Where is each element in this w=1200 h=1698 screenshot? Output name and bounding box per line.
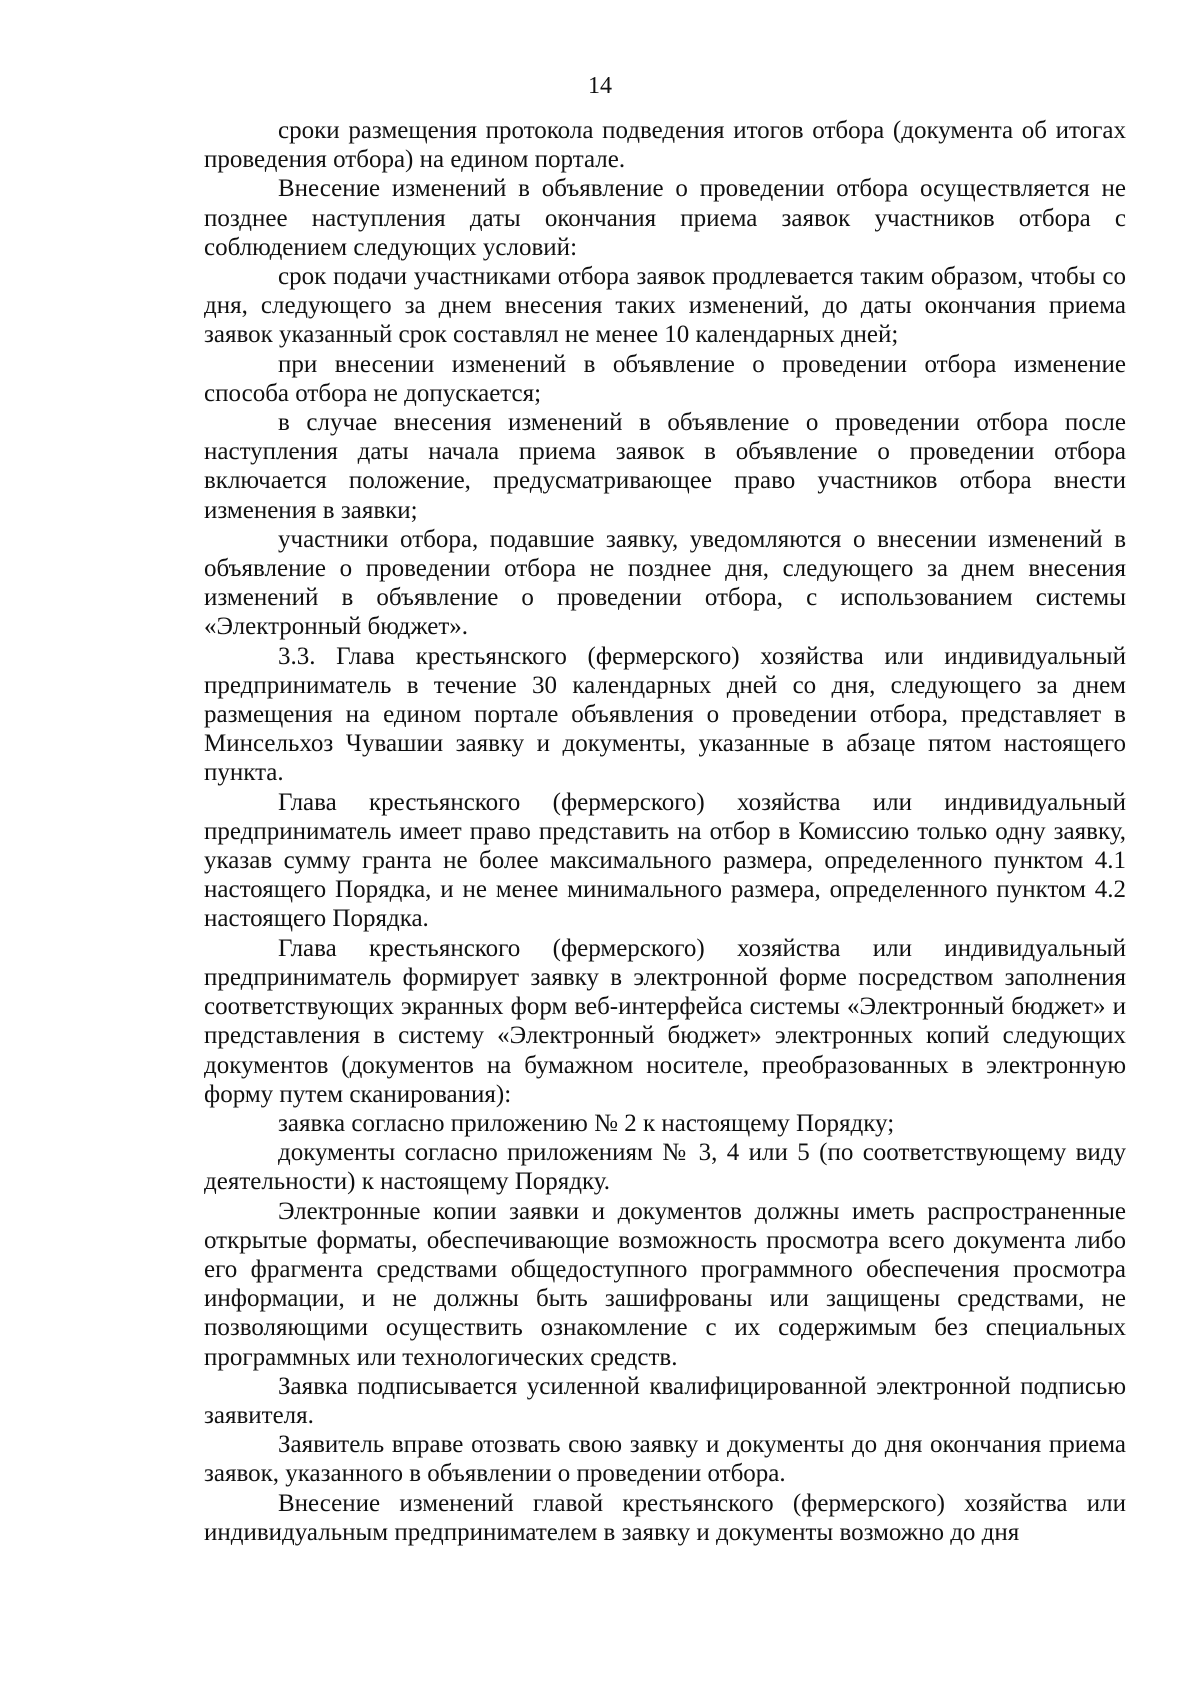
paragraph-15: Внесение изменений главой крестьянского (фермерского) хозяйства или индивидуальным предпринимателем в заявку и документы возможно до дня <box>204 1489 1126 1546</box>
paragraph-10: заявка согласно приложению № 2 к настоящему Порядку; <box>278 1109 895 1137</box>
paragraph-14: Заявитель вправе отозвать свою заявку и документы до дня окончания приема заявок, указанного в объявлении о проведении отбора. <box>204 1431 1126 1488</box>
paragraph-6: участники отбора, подавшие заявку, уведомляются о внесении изменений в объявление о проведении отбора не позднее дня, следующего за днем внесения изменений в объявление о проведении отбора, с использованием системы «Электронный бюджет». <box>204 525 1126 641</box>
document-body <box>204 116 1126 1547</box>
paragraph-9: Глава крестьянского (фермерского) хозяйства или индивидуальный предприниматель формирует заявку в электронной форме посредством заполнения соответствующих экранных форм веб-интерфейса системы «Электронный бюджет» и представления в систему «Электронный бюджет» электронных копий следующих документов (документов на бумажном носителе, преобразованных в электронную форму путем сканирования): <box>204 934 1126 1108</box>
paragraph-5: в случае внесения изменений в объявление о проведении отбора после наступления даты начала приема заявок в объявление о проведении отбора включается положение, предусматривающее право участников отбора внести изменения в заявки; <box>204 409 1126 524</box>
paragraph-3: срок подачи участниками отбора заявок продлевается таким образом, чтобы со дня, следующего за днем внесения таких изменений, до даты окончания приема заявок указанный срок составлял не менее 10 календарных дней; <box>204 263 1126 349</box>
page-number: 14 <box>588 73 612 99</box>
paragraph-1: сроки размещения протокола подведения итогов отбора (документа об итогах проведения отбора) на едином портале. <box>204 117 1126 174</box>
paragraph-13: Заявка подписывается усиленной квалифицированной электронной подписью заявителя. <box>204 1372 1126 1429</box>
paragraph-12: Электронные копии заявки и документов должны иметь распространенные открытые форматы, обеспечивающие возможность просмотра всего документа либо его фрагмента средствами общедоступного программного обеспечения просмотра информации, и не должны быть зашифрованы или защищены средствами, не позволяющими осуществить ознакомление с их содержимым без специальных программных или технологических средств. <box>204 1197 1126 1371</box>
paragraph-4: при внесении изменений в объявление о проведении отбора изменение способа отбора не допускается; <box>204 350 1126 407</box>
paragraph-2: Внесение изменений в объявление о проведении отбора осуществляется не позднее наступления даты окончания приема заявок участников отбора с соблюдением следующих условий: <box>204 175 1126 261</box>
paragraph-11: документы согласно приложениям № 3, 4 или 5 (по соответствующему виду деятельности) к настоящему Порядку. <box>204 1139 1126 1196</box>
paragraph-7: 3.3. Глава крестьянского (фермерского) хозяйства или индивидуальный предприниматель в течение 30 календарных дней со дня, следующего за днем размещения на едином портале объявления о проведении отбора, представляет в Минсельхоз Чувашии заявку и документы, указанные в абзаце пятом настоящего пункта. <box>204 642 1126 787</box>
paragraph-8: Глава крестьянского (фермерского) хозяйства или индивидуальный предприниматель имеет право представить на отбор в Комиссию только одну заявку, указав сумму гранта не более максимального размера, определенного пунктом 4.1 настоящего Порядка, и не менее минимального размера, определенного пунктом 4.2 настоящего Порядка. <box>204 788 1126 933</box>
